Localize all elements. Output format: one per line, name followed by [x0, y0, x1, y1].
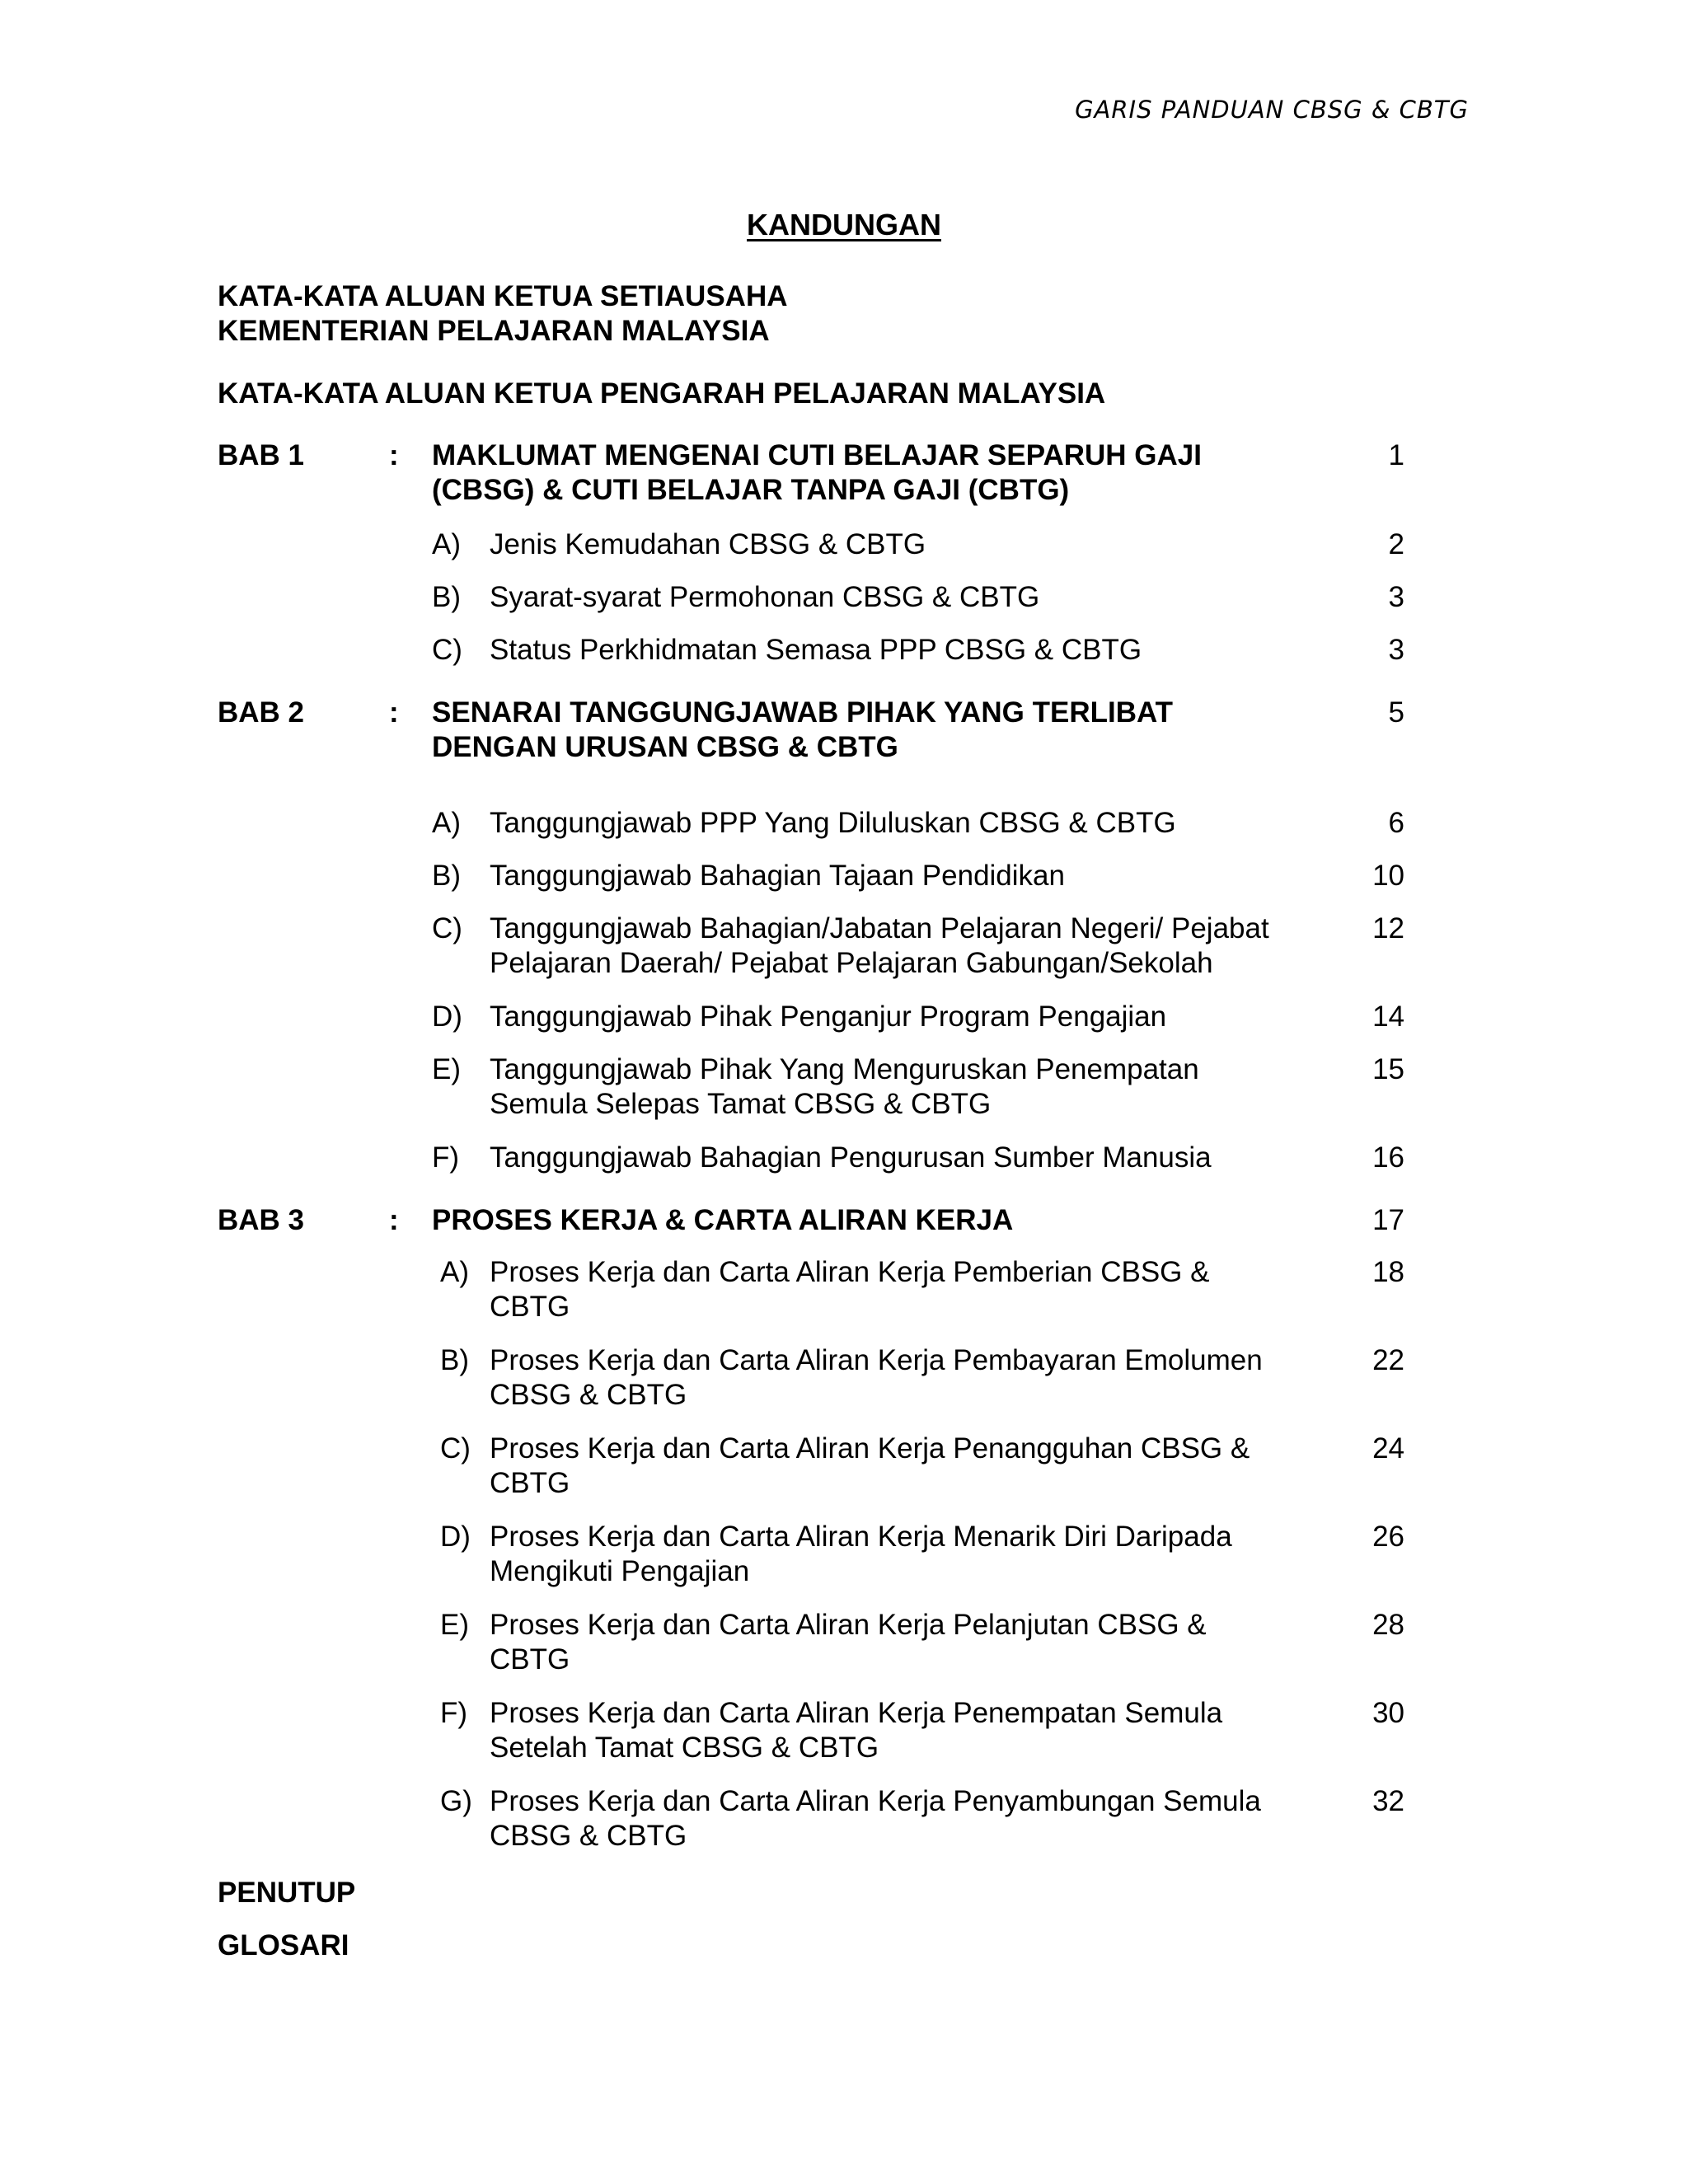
toc-item-page: 14	[1372, 1001, 1404, 1033]
toc-item-text	[490, 1432, 1339, 1501]
toc-item-letter: D)	[432, 1001, 462, 1033]
page-title: KANDUNGAN	[747, 208, 941, 241]
bab-1-title	[432, 438, 1256, 508]
toc-item-page: 15	[1372, 1053, 1404, 1085]
bab-title-line: DENGAN URUSAN CBSG & CBTG	[432, 731, 898, 763]
bab-2-label: BAB 2	[218, 696, 305, 729]
toc-item-line: Proses Kerja dan Carta Aliran Kerja Pembayaran Emolumen	[490, 1344, 1263, 1376]
toc-item-page: 32	[1372, 1785, 1404, 1817]
toc-item-letter: E)	[440, 1609, 469, 1641]
bab-2-page: 5	[1388, 696, 1404, 729]
toc-item-line: Tanggungjawab Pihak Yang Menguruskan Penempatan	[490, 1053, 1199, 1085]
bab-colon: :	[389, 696, 399, 729]
bab-3-page: 17	[1372, 1204, 1404, 1236]
toc-item-text: Tanggungjawab PPP Yang Diluluskan CBSG & CBTG	[490, 807, 1176, 839]
toc-item-text: Tanggungjawab Bahagian Pengurusan Sumber Manusia	[490, 1141, 1212, 1174]
toc-item-text	[490, 1520, 1339, 1589]
toc-item-line: Proses Kerja dan Carta Aliran Kerja Pemberian CBSG &	[490, 1256, 1210, 1288]
toc-item-page: 26	[1372, 1521, 1404, 1553]
toc-item-line: Proses Kerja dan Carta Aliran Kerja Penangguhan CBSG &	[490, 1432, 1250, 1465]
toc-item-letter: G)	[440, 1785, 472, 1817]
toc-item-page: 22	[1372, 1344, 1404, 1376]
bab-1-page: 1	[1388, 439, 1404, 471]
toc-item-letter: D)	[440, 1521, 471, 1553]
toc-item-text: Syarat-syarat Permohonan CBSG & CBTG	[490, 581, 1040, 613]
toc-item-text: Jenis Kemudahan CBSG & CBTG	[490, 528, 926, 560]
penutup-heading: PENUTUP	[218, 1877, 356, 1909]
toc-item-line: CBSG & CBTG	[490, 1379, 687, 1411]
toc-item-letter: F)	[432, 1141, 460, 1174]
toc-item-line: CBTG	[490, 1467, 570, 1499]
toc-item-letter: A)	[432, 528, 461, 560]
toc-item-text	[490, 1343, 1339, 1413]
bab-title-line: MAKLUMAT MENGENAI CUTI BELAJAR SEPARUH GAJI	[432, 439, 1202, 471]
toc-item-letter: B)	[432, 860, 461, 892]
bab-colon: :	[389, 439, 399, 471]
toc-item-letter: F)	[440, 1697, 468, 1729]
toc-item-text	[490, 1255, 1339, 1324]
intro-ketua-pengarah: KATA-KATA ALUAN KETUA PENGARAH PELAJARAN MALAYSIA	[218, 377, 1106, 410]
toc-item-line: Semula Selepas Tamat CBSG & CBTG	[490, 1088, 992, 1120]
bab-3-title: PROSES KERJA & CARTA ALIRAN KERJA	[432, 1204, 1014, 1236]
toc-item-text	[490, 912, 1339, 981]
toc-item-letter: C)	[440, 1432, 471, 1465]
toc-item-text	[490, 1696, 1339, 1765]
toc-item-page: 18	[1372, 1256, 1404, 1288]
toc-item-page: 3	[1388, 581, 1404, 613]
toc-item-page: 24	[1372, 1432, 1404, 1465]
toc-item-letter: E)	[432, 1053, 461, 1085]
toc-item-text: Tanggungjawab Pihak Penganjur Program Pengajian	[490, 1001, 1167, 1033]
toc-item-page: 3	[1388, 634, 1404, 666]
toc-item-line: CBTG	[490, 1291, 570, 1323]
toc-item-line: CBTG	[490, 1643, 570, 1675]
toc-item-letter: B)	[432, 581, 461, 613]
toc-item-line: Proses Kerja dan Carta Aliran Kerja Penyambungan Semula	[490, 1785, 1261, 1817]
toc-item-line: Proses Kerja dan Carta Aliran Kerja Penempatan Semula	[490, 1697, 1223, 1729]
intro-ketua-setiausaha	[218, 279, 788, 349]
toc-item-page: 6	[1388, 807, 1404, 839]
toc-item-text	[490, 1784, 1339, 1854]
toc-item-line: Pelajaran Daerah/ Pejabat Pelajaran Gabungan/Sekolah	[490, 947, 1213, 979]
toc-item-line: Setelah Tamat CBSG & CBTG	[490, 1732, 879, 1764]
toc-item-line: Proses Kerja dan Carta Aliran Kerja Pelanjutan CBSG &	[490, 1609, 1207, 1641]
toc-item-line: Mengikuti Pengajian	[490, 1555, 750, 1587]
toc-item-page: 16	[1372, 1141, 1404, 1174]
toc-item-letter: A)	[440, 1256, 469, 1288]
toc-item-letter: B)	[440, 1344, 469, 1376]
toc-item-line: CBSG & CBTG	[490, 1820, 687, 1852]
toc-item-line: Proses Kerja dan Carta Aliran Kerja Menarik Diri Daripada	[490, 1521, 1232, 1553]
toc-item-text	[490, 1608, 1339, 1677]
toc-item-text: Tanggungjawab Bahagian Tajaan Pendidikan	[490, 860, 1065, 892]
bab-3-label: BAB 3	[218, 1204, 305, 1236]
toc-item-text: Status Perkhidmatan Semasa PPP CBSG & CBTG	[490, 634, 1142, 666]
toc-item-line: Tanggungjawab Bahagian/Jabatan Pelajaran Negeri/ Pejabat	[490, 912, 1269, 944]
bab-title-line: (CBSG) & CUTI BELAJAR TANPA GAJI (CBTG)	[432, 474, 1070, 506]
bab-1-label: BAB 1	[218, 439, 305, 471]
toc-item-page: 12	[1372, 912, 1404, 944]
toc-item-page: 10	[1372, 860, 1404, 892]
toc-item-letter: A)	[432, 807, 461, 839]
toc-item-text	[490, 1052, 1339, 1122]
toc-item-page: 2	[1388, 528, 1404, 560]
toc-item-letter: C)	[432, 912, 462, 944]
bab-title-line: SENARAI TANGGUNGJAWAB PIHAK YANG TERLIBAT	[432, 696, 1174, 729]
glosari-heading: GLOSARI	[218, 1929, 349, 1961]
running-header: GARIS PANDUAN CBSG & CBTG	[1075, 96, 1469, 124]
toc-item-page: 28	[1372, 1609, 1404, 1641]
toc-item-letter: C)	[432, 634, 462, 666]
bab-colon: :	[389, 1204, 399, 1236]
intro-line: KATA-KATA ALUAN KETUA SETIAUSAHA	[218, 280, 788, 312]
intro-line: KEMENTERIAN PELAJARAN MALAYSIA	[218, 315, 770, 347]
toc-item-page: 30	[1372, 1697, 1404, 1729]
bab-2-title	[432, 696, 1256, 765]
